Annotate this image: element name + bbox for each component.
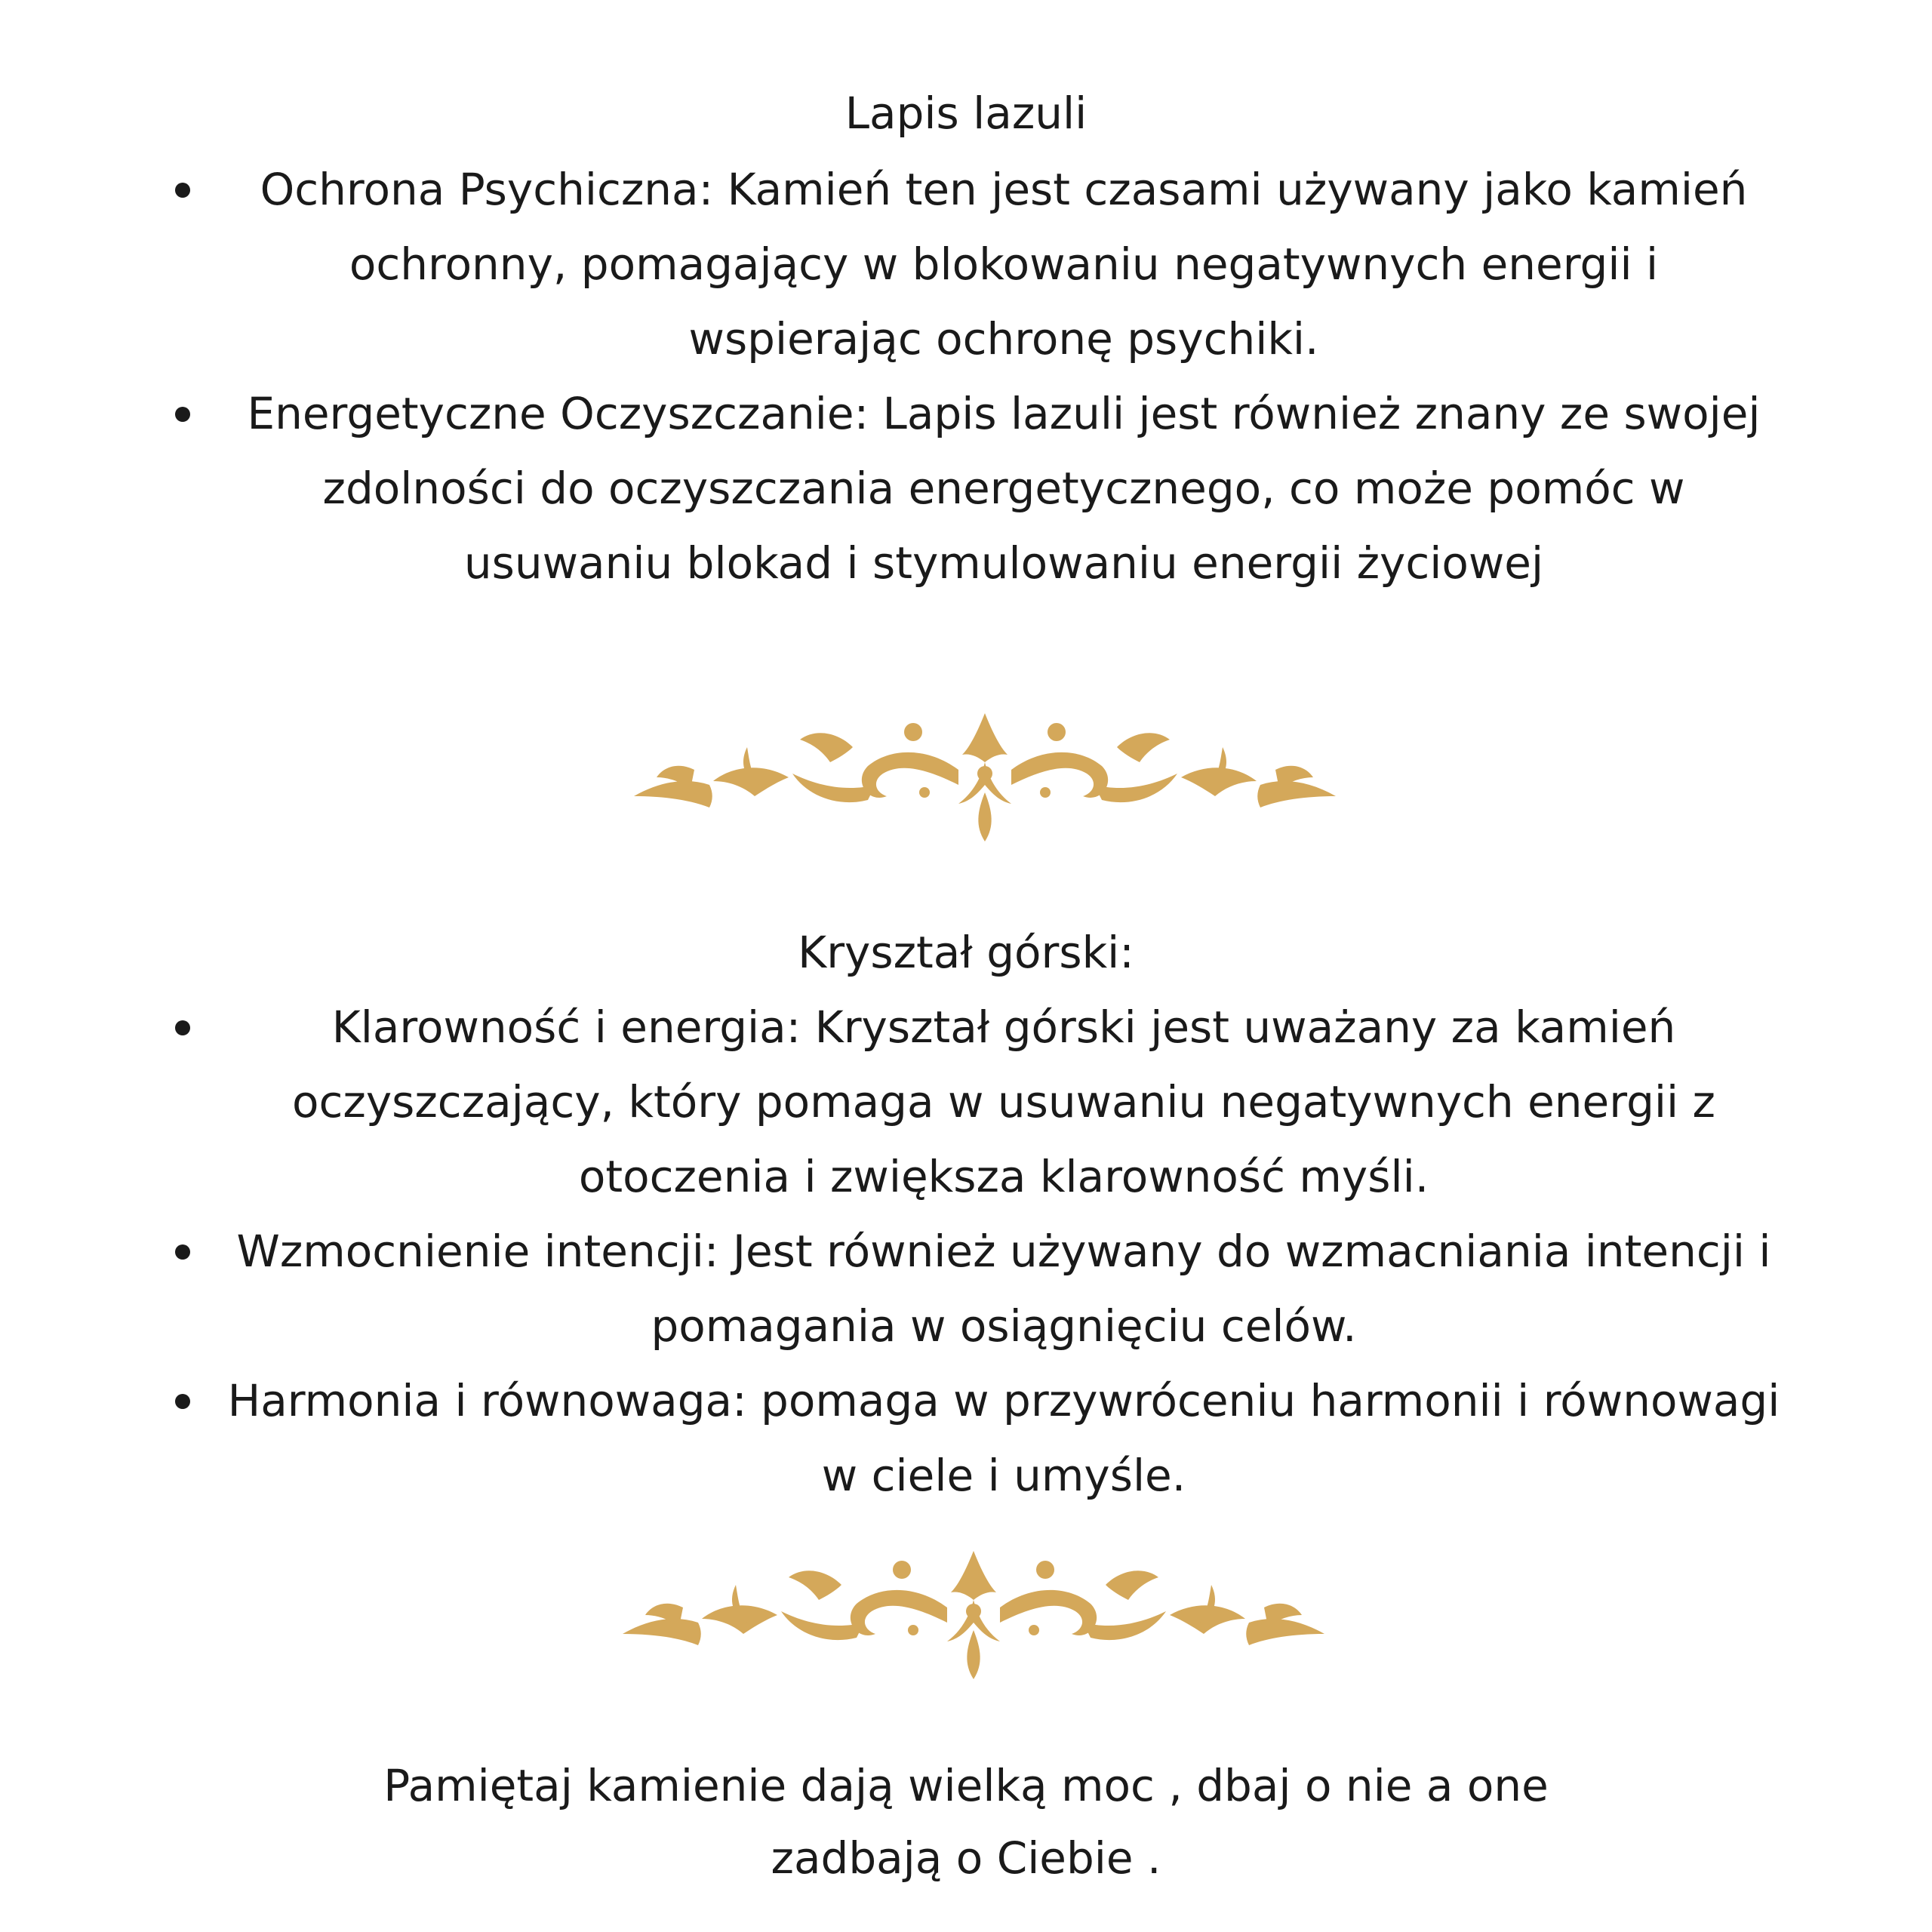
gold-filigree-divider-icon xyxy=(611,1540,1336,1690)
closing-message: Pamiętaj kamienie dają wielką moc , dbaj o nie a one zadbają o Ciebie . xyxy=(383,1760,1549,1884)
list-item-text: Energetyczne Oczyszczanie: Lapis lazuli jest również znany ze swojej zdolności do oczyszczania energetycznego, co może pomóc w usuwaniu blokad i stymulowaniu energii życiowej xyxy=(247,388,1761,589)
lapis-lazuli-list xyxy=(151,152,1781,601)
gold-filigree-divider-icon xyxy=(626,702,1343,853)
list-item xyxy=(151,1214,1781,1364)
bullet-icon xyxy=(175,1394,190,1409)
bullet-icon xyxy=(175,407,190,422)
list-item-text: Klarowność i energia: Kryształ górski jest uważany za kamień oczyszczający, który pomaga w usuwaniu negatywnych energii z otoczenia i zwiększa klarowność myśli. xyxy=(292,1001,1715,1202)
list-item xyxy=(151,377,1781,601)
bullet-icon xyxy=(175,183,190,198)
list-item-text: Ochrona Psychiczna: Kamień ten jest czasami używany jako kamień ochronny, pomagający w blokowaniu negatywnych energii i wspierając ochronę psychiki. xyxy=(260,164,1748,365)
bullet-icon xyxy=(175,1244,190,1260)
section-title-lapis-lazuli: Lapis lazuli xyxy=(844,88,1088,139)
list-item-text: Wzmocnienie intencji: Jest również używany do wzmacniania intencji i pomagania w osiągnięciu celów. xyxy=(236,1226,1771,1352)
krysztal-gorski-list xyxy=(151,990,1781,1513)
list-item-text: Harmonia i równowaga: pomaga w przywróceniu harmonii i równowagi w ciele i umyśle. xyxy=(227,1375,1780,1501)
list-item xyxy=(151,990,1781,1214)
list-item xyxy=(151,152,1781,377)
list-item xyxy=(151,1364,1781,1513)
section-title-krysztal-gorski: Kryształ górski: xyxy=(798,927,1134,978)
bullet-icon xyxy=(175,1020,190,1035)
